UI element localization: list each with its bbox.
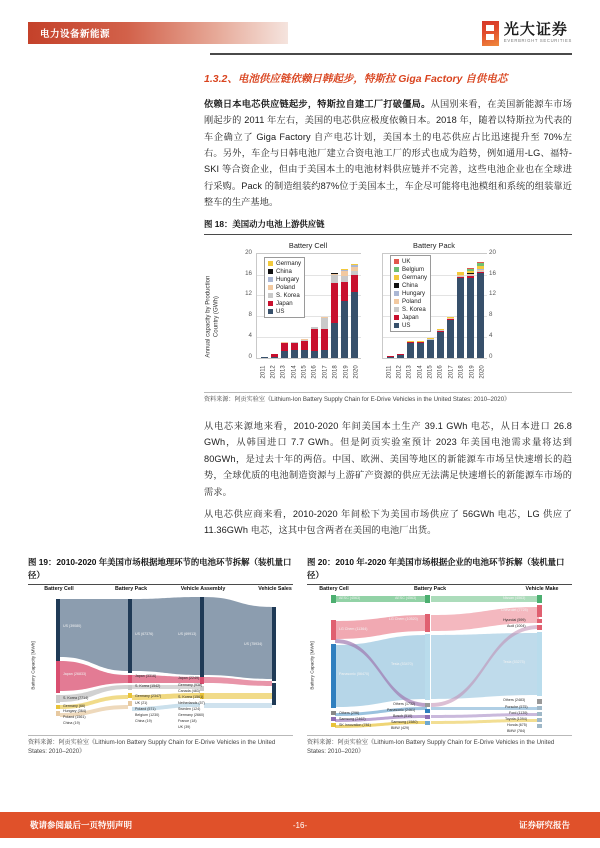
legend-item — [268, 260, 301, 267]
x-axis-tick: 2016 — [438, 365, 445, 379]
x-axis-tick: 2016 — [312, 365, 319, 379]
sankey-node-label: Japan (2249) — [178, 676, 200, 681]
sankey-node-label: Poland (1561) — [63, 715, 86, 720]
legend-label: China — [402, 281, 418, 289]
legend-label: Germany — [276, 259, 302, 267]
legend-label: Hungary — [276, 275, 300, 283]
x-axis-tick: 2014 — [417, 365, 424, 379]
legend-swatch — [394, 291, 399, 296]
sankey-node-label: LG Chem (10520) — [389, 617, 418, 622]
sankey-column-header: Battery Cell — [44, 586, 74, 593]
sankey-column-header: Battery Cell — [319, 586, 349, 593]
bar — [437, 329, 444, 358]
legend-label: Japan — [276, 299, 293, 307]
x-axis-tick: 2018 — [332, 365, 339, 379]
paragraph-3: 从电芯供应商来看，2010-2020 年间松下为美国市场供应了 56GWh 电芯，LG 供应了 11.36GWh 电芯，这其中包含两者在美国的电池厂出货。 — [204, 508, 572, 536]
legend-swatch — [268, 301, 273, 306]
section-heading: 1.3.2、电池供应链依赖日韩起步，特斯拉 Giga Factory 自供电芯 — [204, 73, 508, 85]
header-section-label: 电力设备新能源 — [40, 29, 111, 40]
sankey-node-label: Germany (2660) — [178, 713, 205, 718]
bar-segment-us — [321, 350, 328, 357]
sankey-node-cell-panasonic — [331, 644, 336, 708]
legend-swatch — [268, 261, 273, 266]
y-axis-tick: 0 — [489, 352, 493, 360]
legend-swatch — [268, 269, 273, 274]
bar — [341, 269, 348, 357]
bar — [457, 272, 464, 358]
sankey-node-label: AESC (4563) — [395, 596, 417, 601]
sankey-node-cell-samsung — [331, 717, 336, 721]
bar — [477, 262, 484, 358]
sankey-node-make-toyota — [537, 718, 542, 722]
x-axis-tick: 2011 — [386, 365, 393, 379]
chart-legend-1 — [264, 257, 305, 318]
bar-segment-japan — [331, 283, 338, 324]
sankey-node-label: Nissan (4563) — [503, 596, 526, 601]
x-axis-ticks-2 — [382, 359, 490, 379]
chart-y-axis-label: Annual capacity by Production Country (GWh) — [204, 275, 220, 358]
bar — [301, 339, 308, 357]
legend-item — [394, 266, 427, 273]
legend-swatch — [394, 275, 399, 280]
sankey-node-label: Germany (66) — [63, 704, 86, 709]
paragraph-1 — [204, 96, 572, 211]
bar-segment-japan — [291, 343, 298, 351]
bar-segment-us — [341, 301, 348, 358]
sankey-node-label: Hyundai (599) — [503, 618, 526, 623]
bar-segment-us — [477, 273, 484, 357]
bar — [447, 317, 454, 357]
sankey-node-make-audi — [537, 625, 542, 630]
sankey-node-make-nissan — [537, 595, 542, 603]
sankey-node-label: BMW (784) — [507, 729, 526, 734]
bar-segment-us — [407, 343, 414, 358]
x-axis-tick: 2013 — [280, 365, 287, 379]
sankey-y-label: Battery Capacity [MWh] — [309, 641, 315, 690]
bar-segment-us — [447, 320, 454, 357]
legend-label: Belgium — [402, 265, 425, 273]
sankey-node-label: US (39080) — [63, 624, 82, 629]
x-axis-tick: 2015 — [301, 365, 308, 379]
figure-19 — [28, 556, 293, 757]
figure-20-source: 资料来源：阿贡实验室《Lithium-Ion Battery Supply Chain for E-Drive Vehicles in the United States: 2010–2020》 — [307, 739, 555, 756]
sankey-flow — [204, 693, 272, 699]
bar — [407, 341, 414, 357]
sankey-node-label: Porsche (575) — [505, 705, 528, 710]
bar-segment-us — [351, 292, 358, 358]
page-header — [0, 22, 600, 56]
legend-label: S. Korea — [402, 305, 426, 313]
sankey-node-label: Panasonic (56470) — [339, 672, 370, 677]
sankey-column-header: Vehicle Make — [525, 586, 559, 593]
y-axis-tick: 8 — [248, 311, 252, 319]
sankey-node-label: China (19) — [135, 719, 152, 724]
bar — [271, 354, 278, 358]
sankey-node-cell-lgchem — [331, 620, 336, 640]
bar — [281, 342, 288, 357]
sankey-node-label: Bosch (510) — [393, 714, 413, 719]
x-axis-tick: 2018 — [458, 365, 465, 379]
legend-item — [394, 282, 427, 289]
sankey-node-pack-japan — [128, 675, 132, 683]
legend-swatch — [268, 309, 273, 314]
legend-item — [394, 306, 427, 313]
bar-segment-us — [291, 350, 298, 357]
sankey-node-pack-us — [128, 599, 132, 673]
figure-18-source: 资料来源：阿贡实验室《Lithium-Ion Battery Supply Chain for E-Drive Vehicles in the United States: 2010–2020》 — [204, 395, 511, 403]
sankey-node-label: France (18) — [178, 719, 197, 724]
sankey-node-pack-aesc — [425, 595, 430, 603]
x-axis-tick: 2014 — [291, 365, 298, 379]
sankey-node-pack-samsung — [425, 715, 430, 719]
sankey-node-label: Others (1732) — [393, 702, 416, 707]
bar-segment-japan — [311, 329, 318, 351]
bar-segment-us — [437, 332, 444, 358]
logo-name-en: EVERBRIGHT SECURITIES — [503, 38, 572, 44]
sankey-node-label: US (75934) — [244, 642, 263, 647]
logo-name-cn: 光大证券 — [503, 21, 568, 39]
chart-title-1: Battery Cell — [288, 240, 328, 250]
bar-segment-s--korea — [331, 275, 338, 283]
bar-segment-us — [387, 357, 394, 358]
sankey-node-make-chevrolet — [537, 605, 542, 617]
legend-item — [268, 268, 301, 275]
everbright-logo-icon — [482, 21, 499, 46]
x-axis-tick: 2012 — [270, 365, 277, 379]
sankey-node-assembly-us — [200, 597, 204, 677]
chart-legend-2 — [390, 255, 431, 332]
x-axis-tick: 2019 — [469, 365, 476, 379]
sankey-node-pack-others — [425, 703, 430, 707]
sankey-node-pack-tesla — [425, 634, 430, 700]
sankey-node-label: Belgium (1230) — [135, 713, 160, 718]
footer-disclaimer: 敬请参阅最后一页特别声明 — [30, 820, 133, 830]
sankey-node-label: SK Innovation (781) — [339, 723, 371, 728]
bar — [427, 338, 434, 358]
sankey-column-header: Battery Pack — [413, 586, 447, 593]
bar — [387, 356, 394, 357]
sankey-node-label: Japan (26833) — [63, 672, 87, 677]
sankey-node-label: Japan (3316) — [135, 674, 157, 679]
figure-19-title: 图 19：2010-2020 年美国市场根据地理环节的电池环节拆解（装机量口径） — [28, 557, 292, 580]
sankey-node-make-ford — [537, 712, 542, 716]
legend-label: Hungary — [402, 289, 426, 297]
y-axis-tick: 4 — [489, 331, 493, 339]
bar-segment-us — [427, 340, 434, 358]
x-axis-tick: 2017 — [448, 365, 455, 379]
figure-19-source: 资料来源：阿贡实验室《Lithium-Ion Battery Supply Chain for E-Drive Vehicles in the United States: 2010–2020》 — [28, 739, 276, 756]
sankey-column-header: Battery Pack — [114, 586, 148, 593]
company-logo — [482, 18, 572, 48]
legend-swatch — [394, 283, 399, 288]
sankey-node-cell-skorea — [56, 695, 60, 703]
sankey-node-make-tesla — [537, 632, 542, 696]
legend-swatch — [394, 267, 399, 272]
sankey-node-label: Panasonic (2461) — [387, 708, 416, 713]
bar — [397, 354, 404, 358]
sankey-node-label: Netherlands (57) — [178, 701, 205, 706]
legend-item — [394, 290, 427, 297]
x-axis-ticks-1 — [256, 359, 364, 379]
sankey-node-cell-poland — [56, 711, 60, 716]
sankey-node-sales-us — [272, 607, 276, 681]
bar-segment-s--korea — [321, 318, 328, 329]
bar-segment-us — [311, 351, 318, 358]
sankey-node-label: Ford (1139) — [509, 711, 528, 716]
legend-item — [268, 276, 301, 283]
sankey-node-label: Poland (571) — [135, 707, 156, 712]
sankey-node-label: Toyota (1094) — [505, 717, 527, 722]
y-axis-tick: 16 — [489, 269, 496, 277]
bar-segment-us — [301, 350, 308, 358]
sankey-node-cell-japan — [56, 661, 60, 693]
header-section-tab — [28, 22, 288, 44]
legend-label: UK — [402, 257, 411, 265]
sankey-node-sales-other — [272, 683, 276, 705]
legend-label: S. Korea — [276, 291, 300, 299]
sankey-y-label: Battery Capacity [MWh] — [30, 641, 36, 690]
legend-item — [394, 298, 427, 305]
legend-label: US — [276, 307, 285, 315]
sankey-flow — [204, 597, 272, 679]
sankey-node-label: Sweden (124) — [178, 707, 201, 712]
main-content — [204, 72, 572, 216]
sankey-column-header: Vehicle Sales — [258, 586, 292, 593]
y-axis-tick: 16 — [245, 269, 252, 277]
bar-segment-us — [417, 343, 424, 358]
legend-item — [394, 274, 427, 281]
x-axis-tick: 2012 — [396, 365, 403, 379]
legend-swatch — [394, 299, 399, 304]
legend-swatch — [268, 285, 273, 290]
sankey-node-make-honda — [537, 724, 542, 728]
bar-segment-japan — [351, 275, 358, 292]
bar-segment-us — [281, 351, 288, 358]
sankey-node-label: China (19) — [63, 721, 80, 726]
legend-item — [268, 292, 301, 299]
legend-item — [394, 314, 427, 321]
footer-report-label: 证券研究报告 — [518, 820, 570, 830]
sankey-node-label: Tesla (53275) — [503, 660, 525, 665]
figure-18-charts — [204, 239, 572, 389]
sankey-node-label: Honda (675) — [507, 723, 527, 728]
sankey-node-label: Samsung (1580) — [391, 720, 418, 725]
bar-segment-us — [331, 323, 338, 357]
sankey-node-label: Germany (2347) — [135, 694, 162, 699]
figure-18 — [204, 218, 572, 405]
sankey-node-label: BMW (429) — [391, 726, 410, 731]
sankey-node-label: Audi (1004) — [507, 624, 526, 629]
sankey-node-label: Canada (483) — [178, 689, 200, 694]
sankey-flow — [204, 703, 272, 708]
logo-text — [504, 22, 572, 43]
page-footer — [0, 812, 600, 838]
figure-20-title: 图 20：2010 年-2020 年美国市场根据企业的电池环节拆解（装机量口径） — [307, 557, 565, 580]
legend-label: Poland — [402, 297, 421, 305]
sankey-node-label: Others (296) — [339, 711, 360, 716]
sankey-node-label: Hungary (364) — [63, 709, 86, 714]
legend-label: Japan — [402, 313, 419, 321]
sankey-node-label: LG Chem (11364) — [339, 627, 368, 632]
bar — [321, 317, 328, 358]
sankey-node-pack-panasonic — [425, 709, 430, 713]
y-axis-tick: 0 — [248, 352, 252, 360]
legend-label: China — [276, 267, 292, 275]
bar — [417, 341, 424, 357]
y-axis-tick: 20 — [245, 248, 252, 256]
legend-swatch — [394, 315, 399, 320]
legend-item — [268, 300, 301, 307]
sankey-node-label: US (69913) — [178, 632, 197, 637]
y-axis-tick: 20 — [489, 248, 496, 256]
sankey-flow — [60, 599, 128, 671]
sankey-node-pack-germany — [128, 693, 132, 698]
bar-segment-us — [271, 357, 278, 358]
sankey-node-make-hyundai — [537, 619, 542, 623]
sankey-node-pack-skorea — [128, 685, 132, 690]
sankey-node-cell-germany — [56, 705, 60, 709]
legend-swatch — [394, 323, 399, 328]
bar — [311, 327, 318, 358]
sankey-node-label: Others (2483) — [503, 698, 526, 703]
x-axis-tick: 2011 — [260, 365, 267, 379]
chart-title-2: Battery Pack — [413, 240, 455, 250]
x-axis-tick: 2019 — [343, 365, 350, 379]
sankey-node-pack-lgchem — [425, 614, 430, 632]
x-axis-tick: 2015 — [427, 365, 434, 379]
legend-label: Poland — [276, 283, 295, 291]
y-axis-tick: 8 — [489, 311, 493, 319]
sankey-node-cell-skinnovation — [331, 723, 336, 727]
figure-18-body — [204, 235, 572, 393]
sankey-node-pack-bmw — [425, 721, 430, 725]
legend-swatch — [268, 293, 273, 298]
bar-segment-japan — [281, 343, 288, 351]
x-axis-tick: 2020 — [353, 365, 360, 379]
sankey-node-label: S. Korea (1561) — [178, 695, 204, 700]
legend-swatch — [394, 259, 399, 264]
bar-segment-japan — [301, 341, 308, 350]
bar-segment-japan — [341, 282, 348, 301]
paragraph-2: 从电芯来源地来看，2010-2020 年间美国本土生产 39.1 GWh 电芯，从日本进口 26.8 GWh，从韩国进口 7.7 GWh。但是阿贡实验室预计 2023 年美国电池需求量将达到 80GWh，是过去十年的两倍。中国、欧洲、美国等地区的新能源车市场呈快速增长的趋势，全球优质的电池制造资源与上游矿产资源的供应无法满足快速增长的新能源车市场的需求。 — [204, 421, 572, 497]
bar-segment-us — [397, 355, 404, 358]
sankey-column-header: Vehicle Assembly — [180, 586, 226, 593]
sankey-node-label: Samsung (2462) — [339, 717, 366, 722]
y-axis-tick: 12 — [489, 290, 496, 298]
sankey-node-label: Chevrolet (7725) — [501, 608, 528, 613]
sankey-node-cell-us — [56, 599, 60, 661]
legend-label: Germany — [402, 273, 428, 281]
y-axis-tick: 12 — [245, 290, 252, 298]
main-content-2 — [204, 418, 572, 545]
legend-item — [394, 322, 427, 329]
sankey-node-label: UK (21) — [135, 701, 148, 706]
legend-swatch — [394, 307, 399, 312]
x-axis-tick: 2017 — [322, 365, 329, 379]
paragraph-1-body: 从国别来看，在美国新能源车市场刚起步的 2011 年左右，美国的电芯供应极度依赖日本。2018 年，随着以特斯拉为代表的车企确立了 Giga Factory 自产电芯计划，美国本土的电芯供应占比迅速提升至 70%左右。另外，车企与日韩电池厂建立合资电池工厂的形式也成为趋势，例如通用-LG、福特-SKI 等合资企业，但由于美国本土的电池材料供应链并不完善，这些电池企业也在全球进行采购。Pack 的制造组装约87%位于美国本土，车企尽可能将电池模组和系统的组装靠近整车的生产基地。 — [204, 98, 573, 207]
sankey-node-label: S. Korea (7714) — [63, 696, 89, 701]
y-axis-tick: 4 — [248, 331, 252, 339]
legend-swatch — [268, 277, 273, 282]
figures-19-20-row — [28, 556, 572, 757]
sankey-node-pack-poland — [128, 701, 132, 706]
sankey-node-label: UK (39) — [178, 725, 191, 730]
sankey-node-label: Germany (938) — [178, 683, 203, 688]
x-axis-tick: 2013 — [406, 365, 413, 379]
header-rule — [210, 53, 572, 55]
bar — [351, 264, 358, 358]
sankey-node-make-others — [537, 699, 542, 704]
sankey-node-label: AESC (4563) — [339, 596, 361, 601]
figure-18-title: 图 18：美国动力电池上游供应链 — [204, 219, 325, 229]
figure-20 — [307, 556, 572, 757]
legend-item — [394, 258, 427, 265]
bar — [291, 342, 298, 358]
paragraph-1-lead: 依赖日本电芯供应链起步，特斯拉自建工厂打破僵局。 — [204, 98, 431, 109]
bar — [331, 273, 338, 357]
bar-segment-us — [467, 278, 474, 358]
bar — [261, 357, 268, 358]
sankey-node-label: US (67376) — [135, 632, 154, 637]
figure-19-sankey — [28, 585, 293, 736]
sankey-node-cell-others — [331, 711, 336, 715]
bar-segment-japan — [321, 329, 328, 350]
bar — [467, 268, 474, 357]
figure-20-sankey — [307, 585, 572, 736]
sankey-node-label: S. Korea (1542) — [135, 684, 161, 689]
sankey-node-cell-aesc — [331, 595, 336, 603]
sankey-node-label: Tesla (53470) — [391, 662, 413, 667]
footer-page-number: -16- — [292, 820, 308, 830]
legend-label: US — [402, 321, 411, 329]
sankey-node-make-porsche — [537, 706, 542, 710]
x-axis-tick: 2020 — [479, 365, 486, 379]
legend-item — [268, 308, 301, 315]
bar-segment-us — [457, 278, 464, 358]
legend-item — [268, 284, 301, 291]
